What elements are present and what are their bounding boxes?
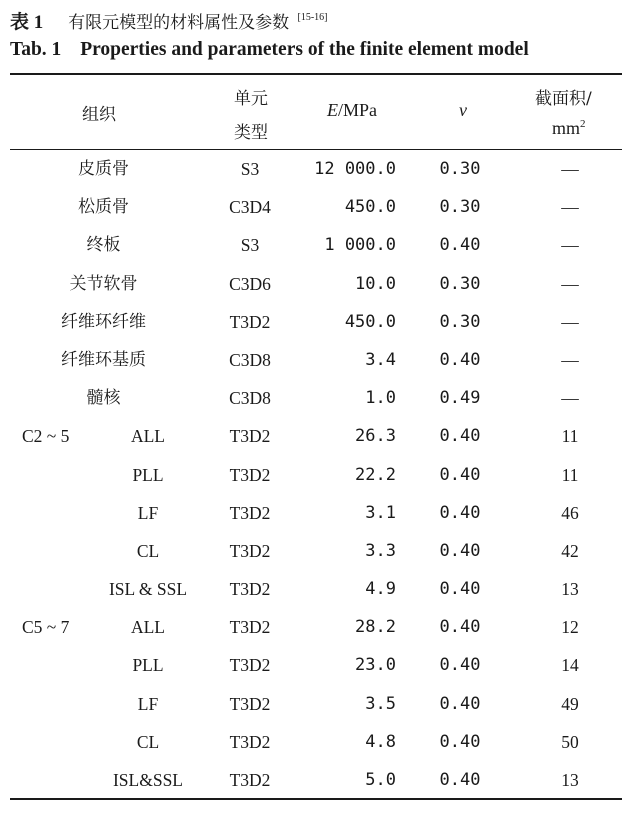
header-area-unit-text: mm xyxy=(552,118,581,138)
cell-tissue: 松质骨 xyxy=(78,197,129,218)
cell-modulus: 3.3 xyxy=(365,540,396,561)
cell-group xyxy=(22,723,92,761)
table-row xyxy=(10,417,622,455)
cell-modulus: 5.0 xyxy=(365,770,396,790)
table-title-cn: 有限元模型的材料属性及参数 xyxy=(68,13,290,33)
cell-element-type: T3D2 xyxy=(229,770,271,790)
cell-group: C5 ~ 7 xyxy=(22,617,70,638)
cell-modulus: 26.3 xyxy=(355,426,396,447)
table-row xyxy=(10,723,622,761)
cell-element-type: C3D4 xyxy=(229,197,271,218)
cell-element-type: C3D8 xyxy=(229,388,271,409)
table-body xyxy=(10,150,622,799)
cell-group xyxy=(22,685,92,723)
cell-area: — xyxy=(561,159,579,179)
cell-poisson: 0.40 xyxy=(439,731,481,752)
cell-area: 13 xyxy=(561,770,579,790)
cell-subgroup: ISL&SSL xyxy=(112,770,184,790)
cell-subgroup: LF xyxy=(137,693,159,714)
cell-area: — xyxy=(561,311,579,332)
header-type-line1: 单元 xyxy=(234,89,268,109)
cell-poisson: 0.30 xyxy=(439,197,481,218)
cell-element-type: T3D2 xyxy=(229,617,271,638)
cell-group xyxy=(22,494,92,532)
cell-modulus: 3.4 xyxy=(365,349,396,370)
cell-element-type: T3D2 xyxy=(229,540,271,561)
cell-element-type: T3D2 xyxy=(229,311,271,332)
table-row xyxy=(10,494,622,532)
table-row xyxy=(10,532,622,570)
citation-marker: [15-16] xyxy=(297,12,328,23)
cell-subgroup xyxy=(98,341,198,379)
cell-element-type: T3D2 xyxy=(229,426,271,447)
cell-modulus: 4.9 xyxy=(365,579,396,600)
cell-modulus: 12 000.0 xyxy=(314,159,396,179)
cell-element-type: T3D2 xyxy=(229,502,271,523)
cell-tissue: 纤维环纤维 xyxy=(61,311,146,332)
header-area-unit xyxy=(552,118,586,139)
cell-modulus: 22.2 xyxy=(355,464,396,485)
header-E-symbol: E xyxy=(327,100,338,120)
cell-subgroup: PLL xyxy=(132,464,164,485)
cell-group xyxy=(22,379,92,417)
cell-group xyxy=(22,188,92,226)
cell-tissue: 纤维环基质 xyxy=(61,349,146,370)
table-label-en: Tab. 1 xyxy=(10,39,62,60)
cell-group xyxy=(22,456,92,494)
table-row xyxy=(10,150,622,188)
cell-poisson: 0.30 xyxy=(439,273,481,294)
cell-modulus: 4.8 xyxy=(365,731,396,752)
cell-modulus: 3.5 xyxy=(365,693,396,714)
cell-group xyxy=(22,226,92,264)
cell-element-type: T3D2 xyxy=(229,579,271,600)
cell-area: — xyxy=(561,349,579,370)
table-row xyxy=(10,646,622,684)
table-row xyxy=(10,226,622,264)
cell-poisson: 0.40 xyxy=(439,502,481,523)
cell-poisson: 0.40 xyxy=(439,770,481,790)
cell-element-type: S3 xyxy=(240,159,260,179)
table-row xyxy=(10,265,622,303)
cell-group xyxy=(22,570,92,608)
cell-element-type: S3 xyxy=(240,235,260,256)
cell-area: — xyxy=(561,197,579,218)
cell-group xyxy=(22,341,92,379)
cell-area: 50 xyxy=(561,731,579,752)
cell-tissue: 皮质骨 xyxy=(78,159,129,179)
cell-modulus: 10.0 xyxy=(355,273,396,294)
top-rule xyxy=(10,73,622,75)
cell-poisson: 0.40 xyxy=(439,693,481,714)
table-title-en: Properties and parameters of the finite element model xyxy=(80,39,529,60)
cell-element-type: C3D8 xyxy=(229,349,271,370)
cell-element-type: C3D6 xyxy=(229,273,271,294)
table-label-cn: 表 1 xyxy=(10,12,44,33)
cell-poisson: 0.40 xyxy=(439,617,481,638)
cell-area: 14 xyxy=(561,655,579,676)
cell-poisson: 0.30 xyxy=(439,311,481,332)
bottom-rule xyxy=(10,798,622,800)
table-row xyxy=(10,570,622,608)
cell-tissue: 关节软骨 xyxy=(69,273,138,294)
cell-subgroup xyxy=(98,226,198,264)
header-area-exp: 2 xyxy=(580,118,586,130)
table-row xyxy=(10,761,622,799)
table-row xyxy=(10,379,622,417)
cell-area: 42 xyxy=(561,540,579,561)
cell-area: 13 xyxy=(561,579,579,600)
cell-subgroup: ALL xyxy=(130,426,166,447)
cell-modulus: 450.0 xyxy=(344,197,396,218)
cell-poisson: 0.40 xyxy=(439,349,481,370)
cell-poisson: 0.40 xyxy=(439,235,481,256)
cell-element-type: T3D2 xyxy=(229,693,271,714)
table-row xyxy=(10,456,622,494)
cell-subgroup: ISL & SSL xyxy=(108,579,188,600)
table-row xyxy=(10,685,622,723)
table-caption-en xyxy=(10,36,529,64)
cell-area: 11 xyxy=(561,464,579,485)
cell-group xyxy=(22,646,92,684)
cell-area: — xyxy=(561,273,579,294)
table-row xyxy=(10,188,622,226)
cell-poisson: 0.40 xyxy=(439,426,481,447)
cell-element-type: T3D2 xyxy=(229,655,271,676)
table-row xyxy=(10,303,622,341)
cell-poisson: 0.30 xyxy=(439,159,481,179)
cell-group xyxy=(22,303,92,341)
header-area-line1: 截面积/ xyxy=(535,89,592,109)
cell-poisson: 0.40 xyxy=(439,464,481,485)
cell-modulus: 1 000.0 xyxy=(324,235,396,256)
cell-subgroup xyxy=(98,150,198,188)
header-E-unit: /MPa xyxy=(338,100,378,120)
cell-group xyxy=(22,265,92,303)
cell-tissue: 髓核 xyxy=(86,388,121,409)
header-E xyxy=(327,100,377,121)
cell-area: 46 xyxy=(561,502,579,523)
cell-subgroup: CL xyxy=(136,540,160,561)
cell-subgroup xyxy=(98,265,198,303)
cell-element-type: T3D2 xyxy=(229,731,271,752)
header-nu-symbol: ν xyxy=(459,100,467,120)
cell-group xyxy=(22,150,92,188)
cell-area: — xyxy=(561,388,579,409)
cell-poisson: 0.40 xyxy=(439,655,481,676)
header-nu xyxy=(459,100,467,121)
header-tissue: 组织 xyxy=(82,105,116,125)
cell-subgroup xyxy=(98,303,198,341)
cell-tissue: 终板 xyxy=(86,235,121,256)
cell-area: 12 xyxy=(561,617,579,638)
cell-modulus: 28.2 xyxy=(355,617,396,638)
table-row xyxy=(10,608,622,646)
cell-group xyxy=(22,532,92,570)
cell-group: C2 ~ 5 xyxy=(22,426,70,447)
cell-poisson: 0.49 xyxy=(439,388,481,409)
cell-poisson: 0.40 xyxy=(439,579,481,600)
cell-subgroup xyxy=(98,188,198,226)
cell-subgroup: LF xyxy=(137,502,159,523)
cell-subgroup: ALL xyxy=(130,617,166,638)
cell-subgroup: PLL xyxy=(132,655,164,676)
cell-modulus: 3.1 xyxy=(365,502,396,523)
cell-subgroup xyxy=(98,379,198,417)
cell-subgroup: CL xyxy=(136,731,160,752)
cell-area: — xyxy=(561,235,579,256)
table-row xyxy=(10,341,622,379)
table-caption-cn xyxy=(10,4,327,32)
cell-poisson: 0.40 xyxy=(439,540,481,561)
cell-element-type: T3D2 xyxy=(229,464,271,485)
cell-area: 49 xyxy=(561,693,579,714)
cell-modulus: 450.0 xyxy=(344,311,396,332)
cell-group xyxy=(22,761,92,799)
cell-modulus: 1.0 xyxy=(365,388,396,409)
cell-modulus: 23.0 xyxy=(355,655,396,676)
cell-area: 11 xyxy=(561,426,579,447)
header-type-line2: 类型 xyxy=(234,123,268,143)
